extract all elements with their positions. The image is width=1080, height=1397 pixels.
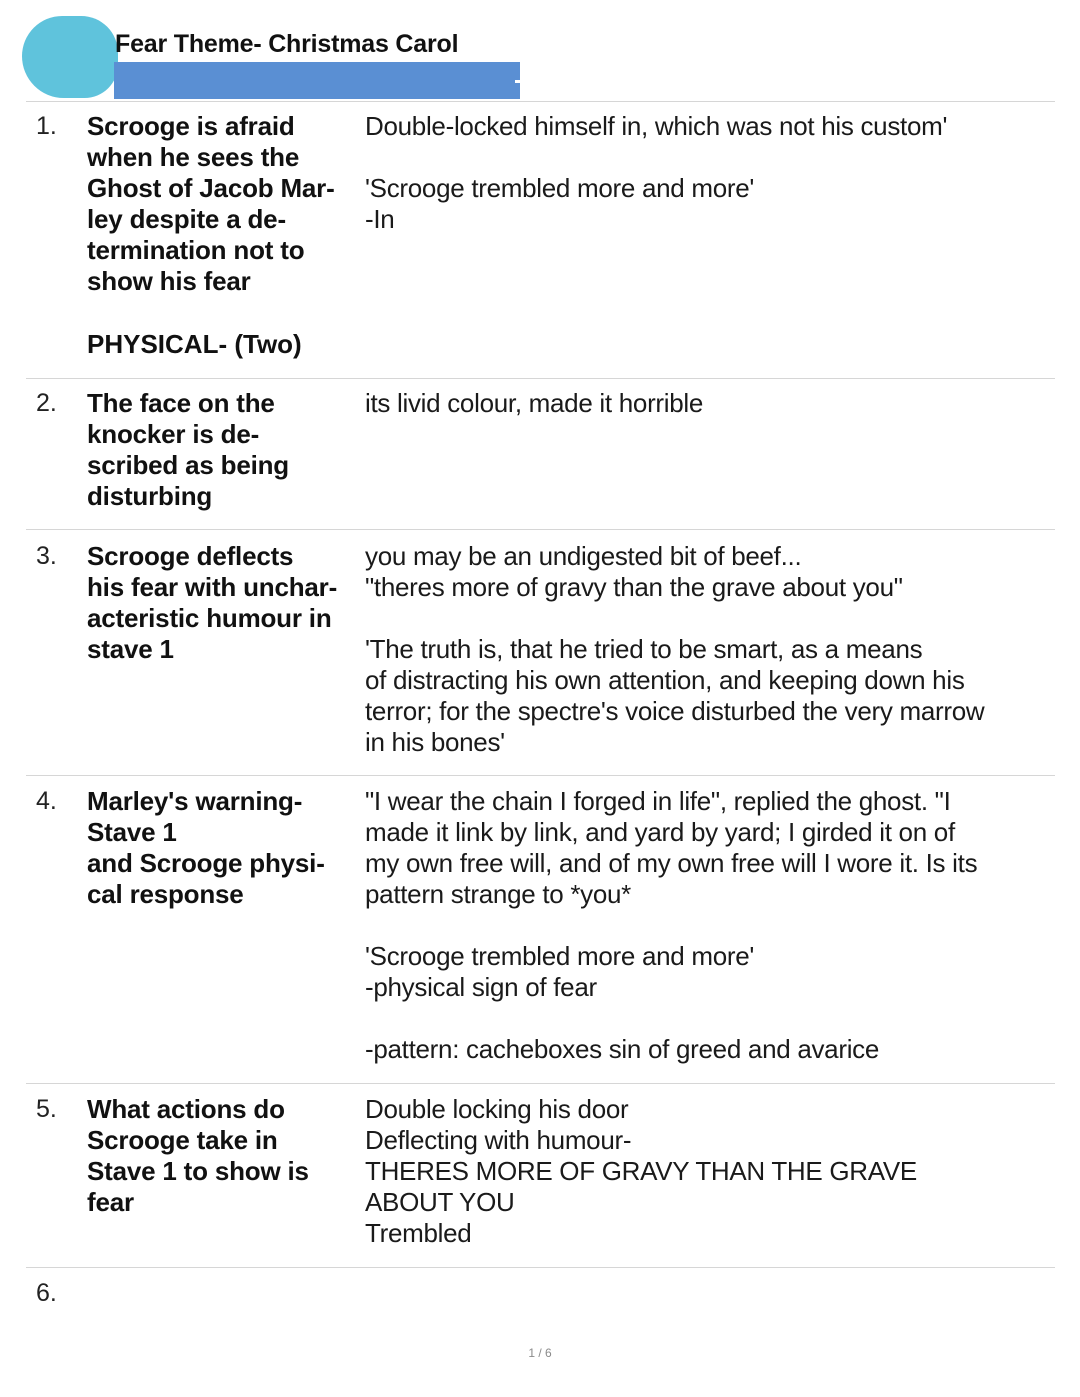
row-divider (26, 101, 1055, 102)
row-number: 6. (36, 1279, 57, 1307)
row-divider (26, 775, 1055, 776)
row-answer: Double locking his door Deflecting with humour- THERES MORE OF GRAVY THAN THE GRAVE ABOUT YOU Trembled (365, 1094, 917, 1248)
row-category-label: PHYSICAL- (Two) (87, 329, 302, 359)
logo-blob (22, 16, 118, 98)
row-question: Scrooge deflects his fear with unchar- acteristic humour in stave 1 (87, 541, 338, 664)
row-number: 4. (36, 787, 57, 815)
row-question: The face on the knocker is de- scribed as being disturbing (87, 388, 289, 511)
row-number: 1. (36, 112, 57, 140)
row-answer: its livid colour, made it horrible (365, 388, 704, 418)
title-highlight-bar (114, 62, 520, 99)
page-indicator: 1 / 6 (528, 1346, 552, 1360)
row-number: 3. (36, 542, 57, 570)
row-number: 5. (36, 1095, 57, 1123)
row-answer: you may be an undigested bit of beef... "theres more of gravy than the grave about you" 'The truth is, that he tried to be smart, as a means of distracting his own attention, and keeping down his terror; for the spectre's voice disturbed the very marrow in his bones' (365, 541, 985, 757)
row-divider (26, 529, 1055, 530)
row-question: Marley's warning- Stave 1 and Scrooge physi- cal response (87, 786, 325, 909)
row-divider (26, 378, 1055, 379)
row-answer: "I wear the chain I forged in life", replied the ghost. "I made it link by link, and yard by yard; I girded it on of my own free will, and of my own free will I wore it. Is its pattern strange to *you* 'Scrooge trembled more and more' -physical sign of fear -pattern: cacheboxes sin of greed and avarice (365, 786, 978, 1064)
row-question: Scrooge is afraid when he sees the Ghost of Jacob Mar- ley despite a de- termination not to show his fear (87, 111, 335, 296)
row-number: 2. (36, 389, 57, 417)
document-header (0, 0, 1080, 102)
row-answer: Double-locked himself in, which was not his custom' 'Scrooge trembled more and more' -In (365, 111, 948, 234)
title-bar-notch (515, 80, 521, 83)
page-title: Fear Theme- Christmas Carol (115, 30, 459, 58)
row-divider (26, 1083, 1055, 1084)
row-question: What actions do Scrooge take in Stave 1 to show is fear (87, 1094, 309, 1217)
row-divider (26, 1267, 1055, 1268)
